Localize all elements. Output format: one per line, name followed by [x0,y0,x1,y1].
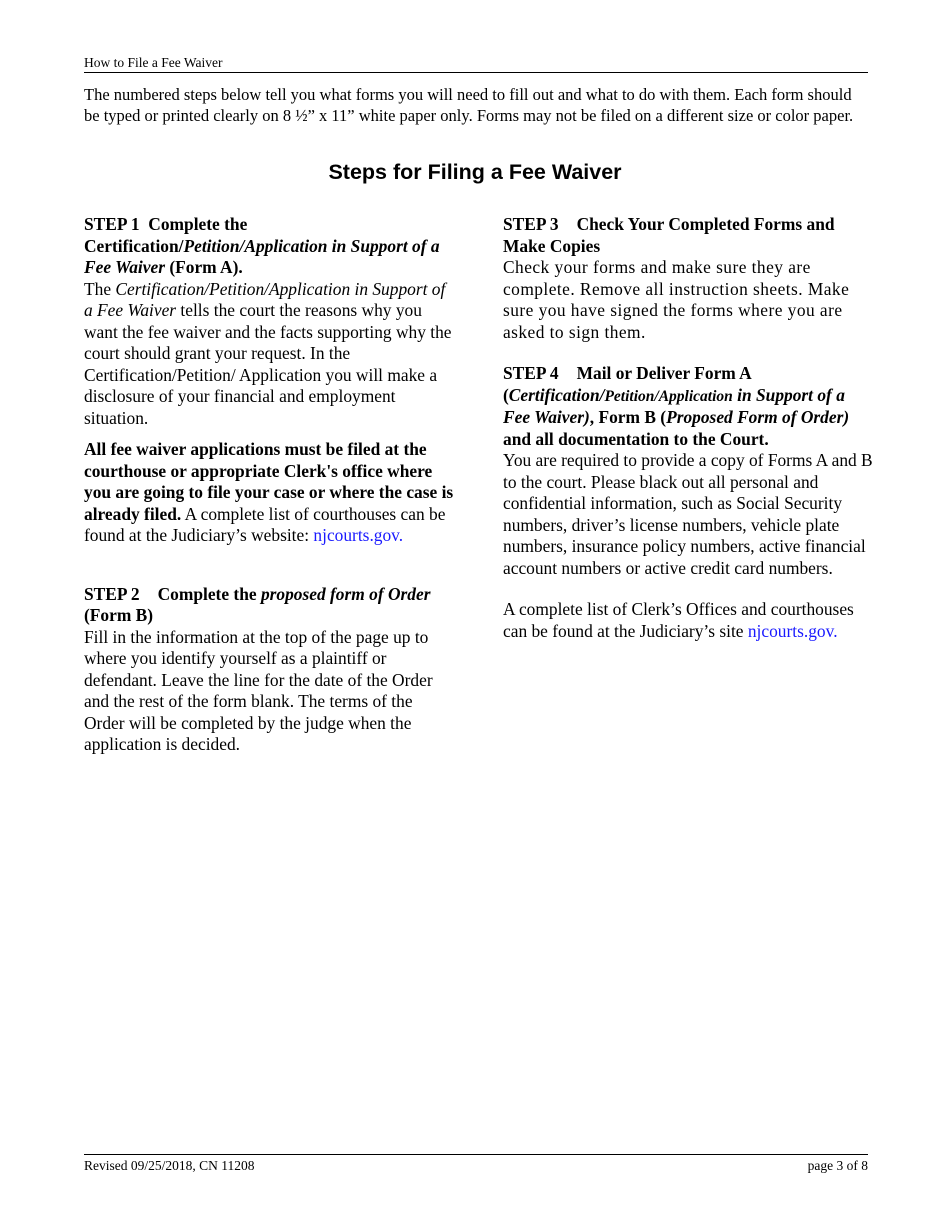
step2-label: STEP 2 [84,583,140,604]
step2-heading: STEP 2 Complete the proposed form of Order (Form B) [84,583,431,625]
njcourts-site-link[interactable]: njcourts.gov. [747,620,838,641]
right-column [503,214,875,642]
clerk-offices-note: A complete list of Clerk’s Offices and courthouses can be found at the Judiciary’s site njcourts.gov. [503,599,854,641]
step1-body: The Certification/Petition/Application in Support of a Fee Waiver tells the court the reasons why you want the fee waiver and the facts supporting why the court should grant your request. In the Certification/Petition/ Application you will make a disclosure of your financial and employment situation. [84,278,452,428]
step4-body: You are required to provide a copy of Forms A and B to the court. Please black out all personal and confidential information, such as Social Security numbers, driver’s license numbers, vehicle plate numbers, insurance policy numbers, active financial account numbers or active credit card numbers. [503,450,873,578]
step3-label: STEP 3 [503,214,559,234]
intro-paragraph: The numbered steps below tell you what forms you will need to fill out and what to do with them. Each form should be typed or printed clearly on 8 ½” x 11” white paper only. Forms may not be filed on a different size or color paper. [84,85,854,125]
step4-label: STEP 4 [503,363,559,383]
running-header: How to File a Fee Waiver [84,55,868,73]
step4-heading: STEP 4 Mail or Deliver Form A (Certification/Petition/Application in Support of a Fee Waiver), Form B (Proposed Form of Order) and all documentation to the Court. [503,363,850,449]
step3-body: Check your forms and make sure they are complete. Remove all instruction sheets. Make sure you have signed the forms where you are asked to sign them. [503,257,850,342]
step1-heading: STEP 1 Complete the Certification/Petition/Application in Support of a Fee Waiver (Form A). [84,214,440,277]
running-footer [84,1154,868,1174]
left-column [84,214,456,756]
step3-heading: STEP 3 Check Your Completed Forms and Make Copies [503,214,835,256]
filing-location-note: All fee waiver applications must be filed at the courthouse or appropriate Clerk's office where you are going to file your case or where the case is already filed. A complete list of courthouses can be found at the Judiciary’s website: njcourts.gov. [84,439,454,545]
page-title: Steps for Filing a Fee Waiver [328,160,622,184]
step2-body: Fill in the information at the top of the page up to where you identify yourself as a plaintiff or defendant. Leave the line for the date of the Order and the rest of the form blank. The terms of the Order will be completed by the judge when the application is decided. [84,626,433,754]
revision-note: Revised 09/25/2018, CN 11208 [84,1158,255,1173]
njcourts-link[interactable]: njcourts.gov. [313,525,404,545]
step1-label: STEP 1 [84,214,140,234]
page-number: page 3 of 8 [807,1158,868,1173]
